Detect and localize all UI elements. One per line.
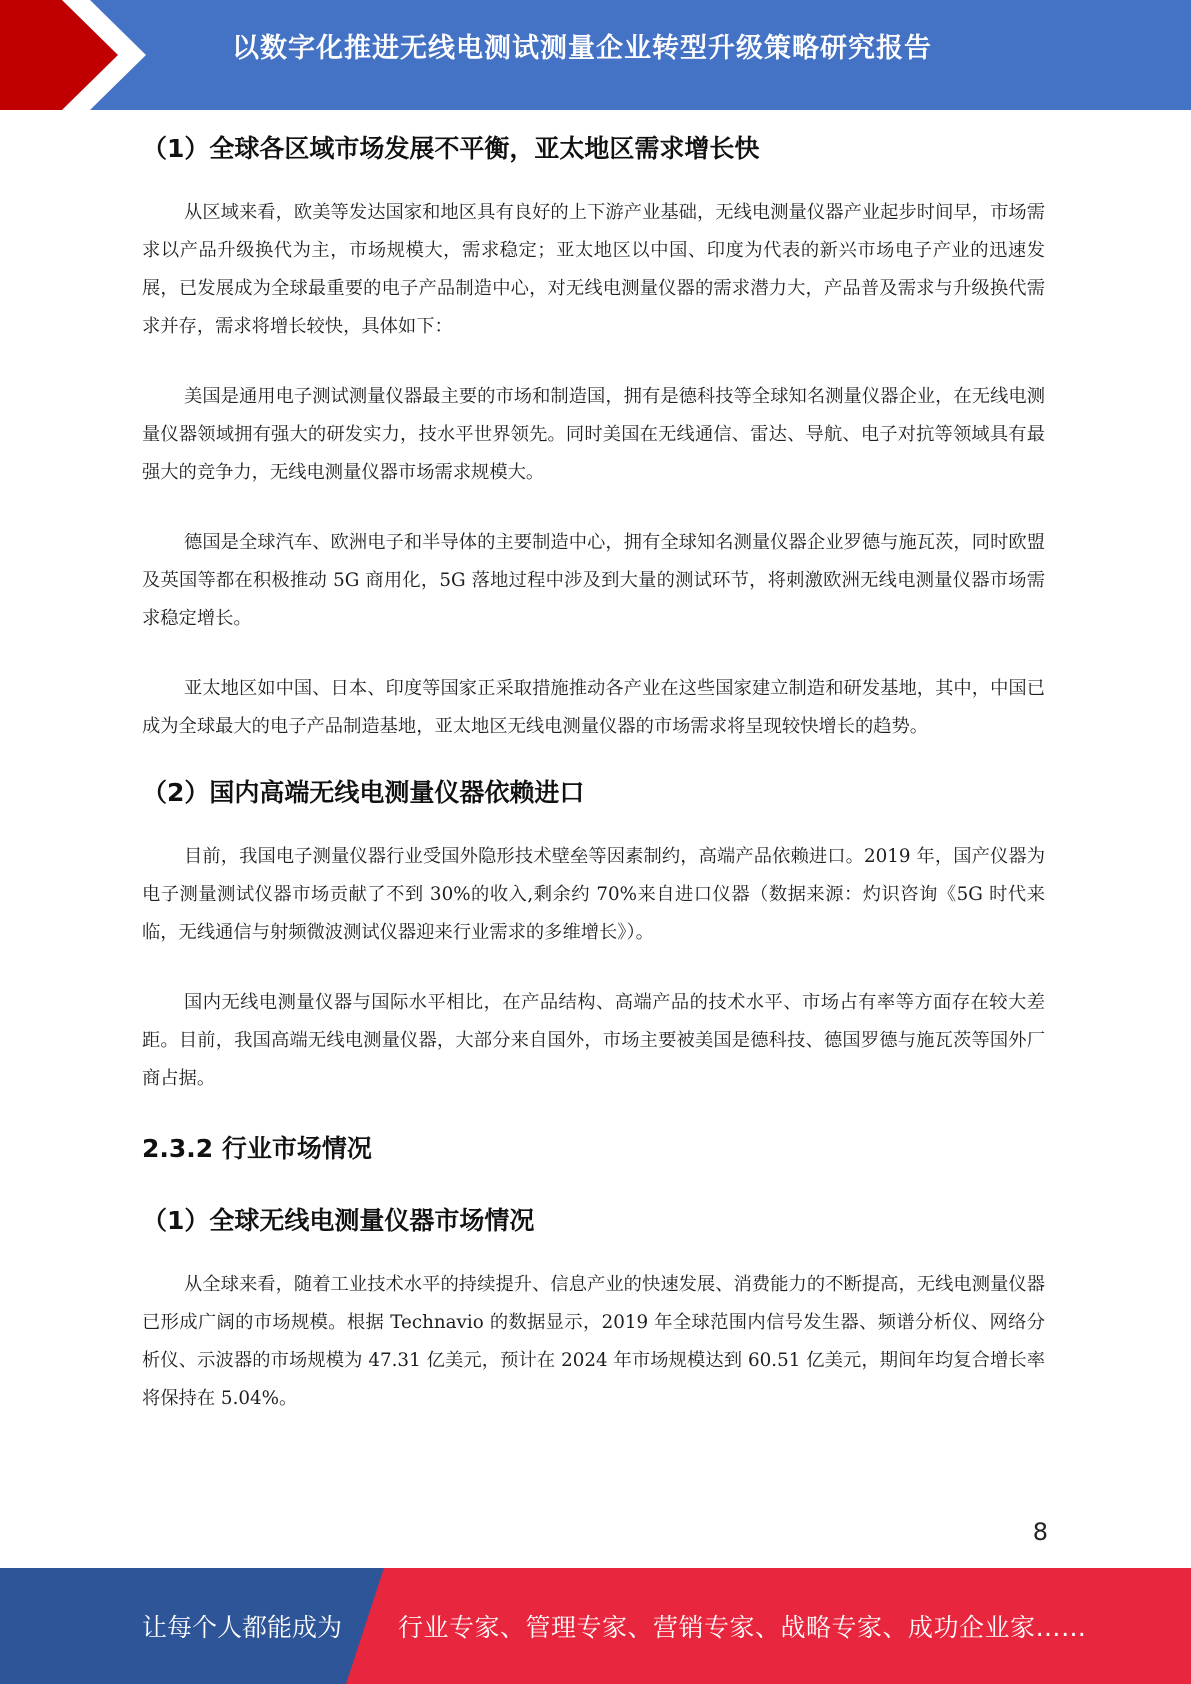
- report-title: 以数字化推进无线电测试测量企业转型升级策略研究报告: [232, 33, 932, 64]
- paragraph-usa: 美国是通用电子测试测量仪器最主要的市场和制造国，拥有是德科技等全球知名测量仪器企业，在无线电测量仪器领域拥有强大的研发实力，技水平世界领先。同时美国在无线通信、雷达、导航、电子对抗等领域具有最强大的竞争力，无线电测量仪器市场需求规模大。: [142, 386, 1045, 483]
- footer-slogan-right: 行业专家、管理专家、营销专家、战略专家、成功企业家……: [398, 1613, 1087, 1642]
- paragraph-domestic-gap: 国内无线电测量仪器与国际水平相比，在产品结构、高端产品的技术水平、市场占有率等方面存在较大差距。目前，我国高端无线电测量仪器，大部分来自国外，市场主要被美国是德科技、德国罗德与施瓦茨等国外厂商占据。: [142, 992, 1045, 1089]
- document-body: [142, 124, 1045, 1418]
- section-heading-regional-market: （1）全球各区域市场发展不平衡，亚太地区需求增长快: [142, 134, 760, 163]
- paragraph-regional-overview: 从区域来看，欧美等发达国家和地区具有良好的上下游产业基础，无线电测量仪器产业起步时间早，市场需求以产品升级换代为主，市场规模大，需求稳定；亚太地区以中国、印度为代表的新兴市场电子产业的迅速发展，已发展成为全球最重要的电子产品制造中心，对无线电测量仪器的需求潜力大，产品普及需求与升级换代需求并存，需求将增长较快，具体如下：: [142, 202, 1045, 337]
- paragraph-asia-pacific: 亚太地区如中国、日本、印度等国家正采取措施推动各产业在这些国家建立制造和研发基地，其中，中国已成为全球最大的电子产品制造基地，亚太地区无线电测量仪器的市场需求将呈现较快增长的趋势。: [142, 678, 1045, 737]
- section-heading-global-market: （1）全球无线电测量仪器市场情况: [142, 1206, 535, 1235]
- header-chevron-graphic: [0, 0, 160, 110]
- section-heading-industry-market: 2.3.2 行业市场情况: [142, 1134, 372, 1163]
- footer-slogan-left: 让每个人都能成为: [142, 1613, 343, 1642]
- section-heading-import-dependence: （2）国内高端无线电测量仪器依赖进口: [142, 778, 585, 807]
- page-footer: [0, 1568, 1191, 1684]
- paragraph-global-market: 从全球来看，随着工业技术水平的持续提升、信息产业的快速发展、消费能力的不断提高，无线电测量仪器已形成广阔的市场规模。根据 Technavio 的数据显示，2019 年全球范围内信号发生器、频谱分析仪、网络分析仪、示波器的市场规模为 47.31 亿美元，预计在 2024 年市场规模达到 60.51 亿美元，期间年均复合增长率将保持在 5.04%。: [142, 1274, 1045, 1409]
- page-header: [0, 0, 1191, 110]
- paragraph-germany: 德国是全球汽车、欧洲电子和半导体的主要制造中心，拥有全球知名测量仪器企业罗德与施瓦茨，同时欧盟及英国等都在积极推动 5G 商用化，5G 落地过程中涉及到大量的测试环节，将刺激欧洲无线电测量仪器市场需求稳定增长。: [142, 532, 1045, 629]
- paragraph-import-status: 目前，我国电子测量仪器行业受国外隐形技术壁垒等因素制约，高端产品依赖进口。2019 年，国产仪器为电子测量测试仪器市场贡献了不到 30%的收入,剩余约 70%来自进口仪器（数据来源：灼识咨询《5G 时代来临，无线通信与射频微波测试仪器迎来行业需求的多维增长》）。: [142, 846, 1045, 943]
- page-number: 8: [1032, 1518, 1048, 1546]
